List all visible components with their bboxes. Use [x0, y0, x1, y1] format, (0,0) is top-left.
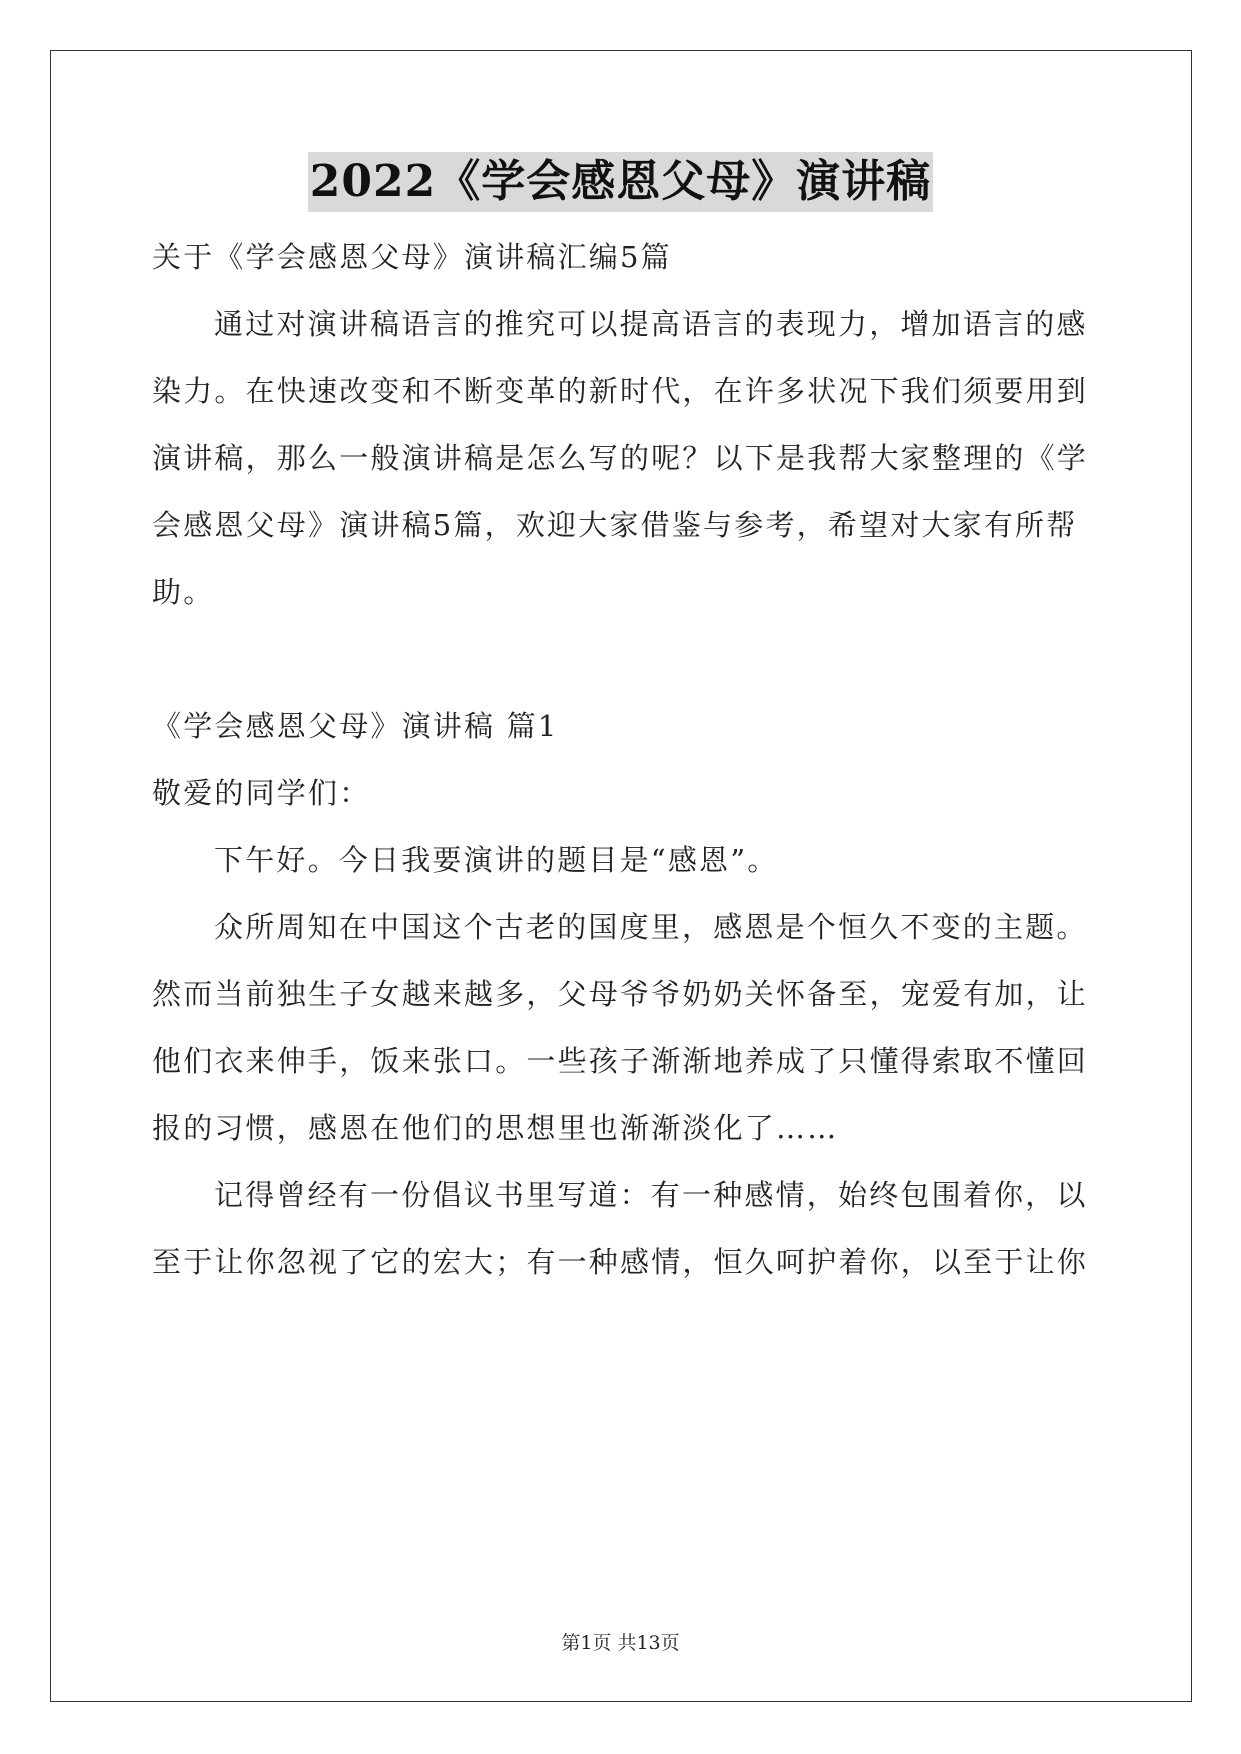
document-title: 2022《学会感恩父母》演讲稿	[308, 152, 933, 212]
body-paragraph-line: 然而当前独生子女越来越多，父母爷爷奶奶关怀备至，宠爱有加，让	[152, 977, 1089, 1011]
title-container	[0, 152, 1241, 212]
intro-paragraph-line: 会感恩父母》演讲稿5篇，欢迎大家借鉴与参考，希望对大家有所帮	[152, 508, 1078, 542]
intro-paragraph-line: 通过对演讲稿语言的推究可以提高语言的表现力，增加语言的感	[214, 307, 1088, 341]
body-paragraph-line: 下午好。今日我要演讲的题目是“感恩”。	[214, 843, 779, 877]
intro-paragraph-line: 助。	[152, 575, 215, 609]
page-footer: 第1页 共13页	[561, 1632, 680, 1654]
intro-paragraph-line: 染力。在快速改变和不断变革的新时代，在许多状况下我们须要用到	[152, 374, 1089, 408]
paragraph-gap	[152, 626, 1092, 693]
salutation: 敬爱的同学们：	[152, 776, 371, 810]
intro-paragraph-line: 演讲稿，那么一般演讲稿是怎么写的呢？以下是我帮大家整理的《学	[152, 441, 1089, 475]
body-paragraph-line: 至于让你忽视了它的宏大；有一种感情，恒久呵护着你，以至于让你	[152, 1245, 1089, 1279]
body-paragraph-line: 记得曾经有一份倡议书里写道：有一种感情，始终包围着你，以	[214, 1178, 1088, 1212]
body-paragraph-line: 他们衣来伸手，饭来张口。一些孩子渐渐地养成了只懂得索取不懂回	[152, 1044, 1089, 1078]
subtitle: 关于《学会感恩父母》演讲稿汇编5篇	[152, 240, 672, 274]
body-paragraph-line: 众所周知在中国这个古老的国度里，感恩是个恒久不变的主题。	[214, 910, 1088, 944]
body-paragraph-line: 报的习惯，感恩在他们的思想里也渐渐淡化了……	[152, 1111, 839, 1145]
section-heading: 《学会感恩父母》演讲稿 篇1	[152, 709, 559, 743]
document-body	[152, 224, 1092, 1296]
